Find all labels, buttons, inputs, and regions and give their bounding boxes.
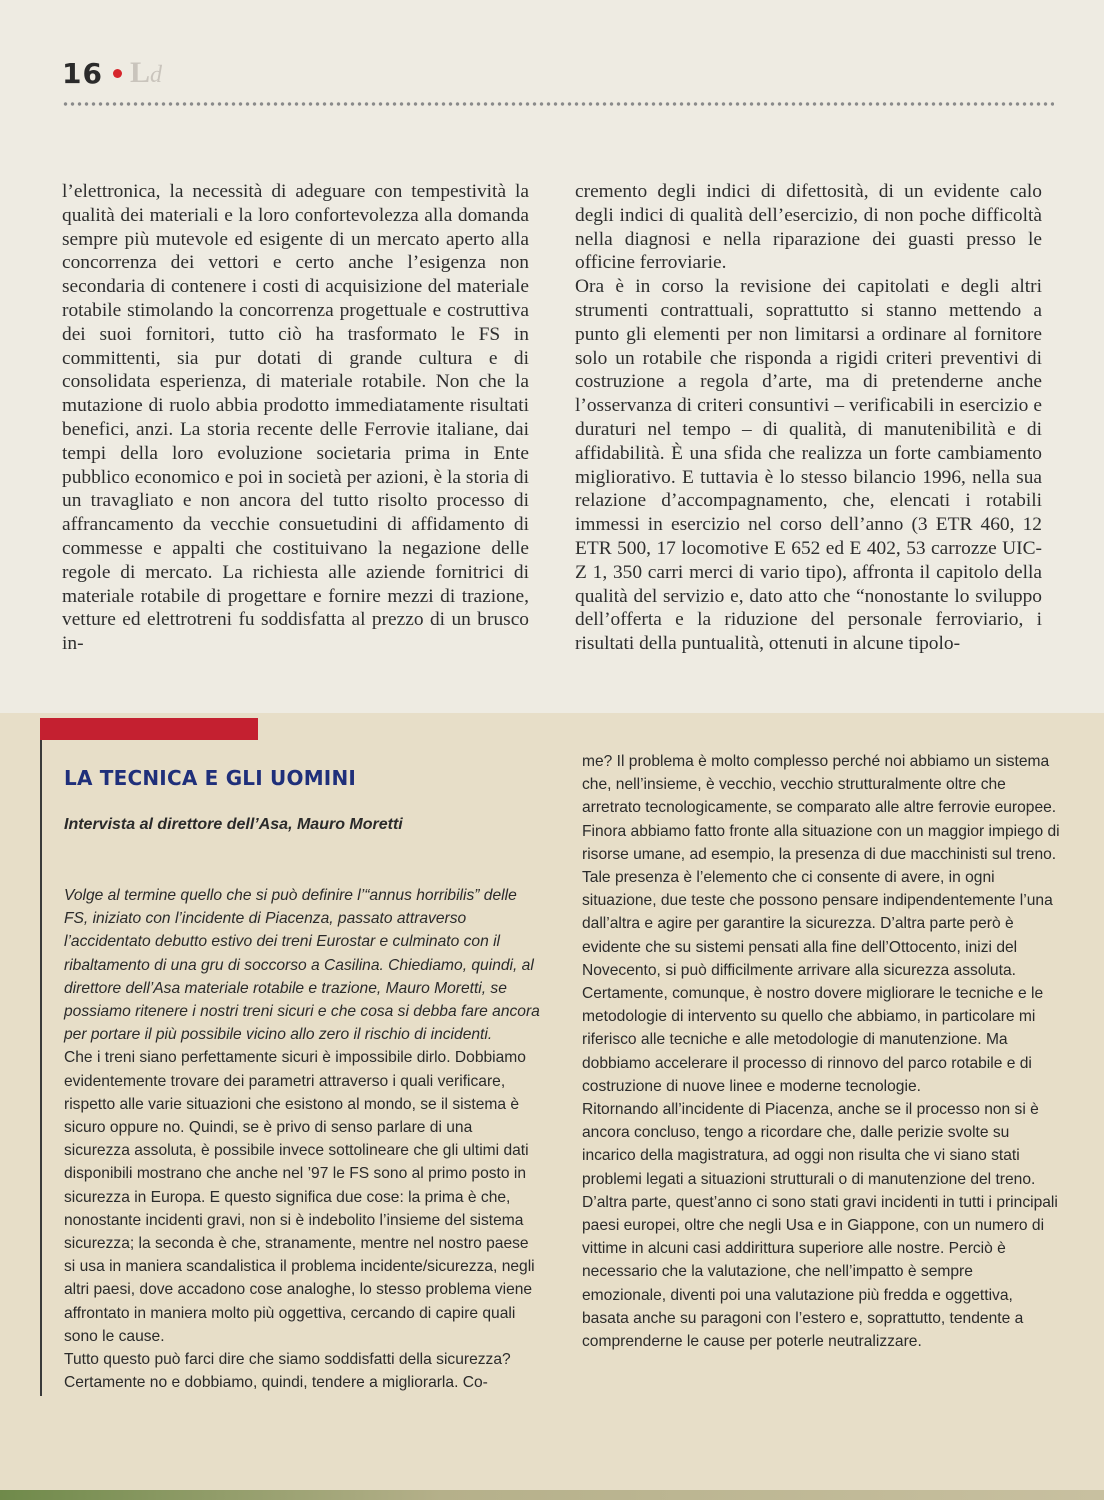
article-paragraph: l’elettronica, la necessità di adeguare con tempestività la qualità dei materiali e la loro confortevolezza alla domanda sempre più mutevole ed esigente di un mercato aperto alla concorrenza dei vettori e certo anche l’esigenza non secondaria di contenere i costi di acquisizione del materiale rotabile stimolando la concorrenza progettuale e costruttiva dei suoi fornitori, tutto ciò ha trasformato le FS in committenti, sia pur dotati di grande cultura e di consolidata esperienza, di materiale rotabile. Non che la mutazione di ruolo abbia prodotto immediatamente risultati benefici, anzi. La storia recente delle Ferrovie italiane, dai tempi della loro evoluzione societaria prima in Ente pubblico economico e poi in società per azioni, è la storia di un travagliato e non ancora del tutto risolto processo di affrancamento da vecchie consuetudini di affidamento di commesse e appalti che costituivano la negazione delle regole di mercato. La richiesta alle aziende fornitrici di materiale rotabile di progettare e fornire mezzi di trazione, vetture ed elettrotreni fu soddisfatta al prezzo di un brusco in- — [62, 181, 529, 655]
article-paragraph: Ora è in corso la revisione dei capitolati e degli altri strumenti contrattuali, soprattutto si stanno mettendo a punto gli elementi per non limitarsi a ordinare al fornitore solo un rotabile che risponda a rigidi criteri preventivi di costruzione a regola d’arte, ma di pretenderne anche l’osservanza di criteri consuntivi – verificabili in esercizio e duraturi nel tempo – di qualità, di manutenibilità e di affidabilità. È una sfida che realizza un forte cambiamento migliorativo. E tuttavia è lo stesso bilancio 1996, nella sua relazione d’accompagnamento, che, elencati i rotabili immessi in esercizio nel corso dell’anno (3 ETR 460, 12 ETR 500, 17 locomotive E 652 ed E 402, 53 carrozze UIC-Z 1, 350 carri merci di vario tipo), affronta il capitolo della qualità del servizio e, dato atto che “nonostante lo sviluppo dell’offerta e la riduzione del personale ferroviario, i risultati della puntualità, ottenuti in alcune tipolo- — [575, 276, 1042, 655]
interview-paragraph: Tutto questo può farci dire che siamo soddisfatti della sicurezza? Certamente no e dobbiamo, quindi, tendere a migliorarla. Co- — [64, 1351, 511, 1392]
interview-column-right — [582, 750, 1060, 1353]
article-column-right — [575, 180, 1042, 700]
page-header — [62, 52, 162, 94]
box-title: LA TECNICA E GLI UOMINI — [64, 766, 357, 790]
box-left-rule — [40, 720, 42, 1396]
magazine-logo: Ld — [129, 56, 162, 89]
dotted-divider — [62, 100, 1054, 108]
interview-column-left — [64, 884, 542, 1394]
page-number: 16 — [62, 56, 103, 90]
interview-paragraph: Ritornando all’incidente di Piacenza, anche se il processo non si è ancora concluso, tengo a ricordare che, dalle perizie svolte su incarico della magistratura, ad oggi non risulta che vi siano stati problemi legati a situazioni strutturali o di manutenzione del treno. D’altra parte, quest’anno ci sono stati gravi incidenti in tutti i principali paesi europei, oltre che negli Usa e in Giappone, con un numero di vittime in alcuni casi addirittura superiore alle nostre. Perciò è necessario che la valutazione, che nell’impatto è sempre emozionale, diventi poi una valutazione più fredda e oggettiva, basata anche su paragoni con l’estero e, soprattutto, tendente a comprenderne le cause per poterle neutralizzare. — [582, 1101, 1058, 1351]
box-accent-bar — [40, 718, 258, 740]
article-column-left — [62, 180, 529, 700]
interview-paragraph: Finora abbiamo fatto fronte alla situazione con un maggior impiego di risorse umane, ad esempio, la presenza di due macchinisti sul treno. Tale presenza è l’elemento che ci consente di avere, in ogni situazione, due teste che possono pensare indipendentemente l’una dall’altra e agire per garantire la sicurezza. D’altra parte però è evidente che su sistemi pensati alla fine dell’Ottocento, inizi del Novecento, si può difficilmente arrivare alla sicurezza assoluta. Certamente, comunque, è nostro dovere migliorare le tecniche e le metodologie di intervento su quello che abbiamo, in particolare mi riferisco alle tecniche e alle metodologie di manutenzione. Ma dobbiamo accelerare il processo di rinnovo del parco rotabile e di costruzione di nuove linee e moderne tecnologie. — [582, 822, 1060, 1095]
interview-paragraph: me? Il problema è molto complesso perché noi abbiamo un sistema che, nell’insieme, è vecchio, vecchio strutturalmente oltre che arretrato tecnologicamente, se comparato alle altre ferrovie europee. — [582, 753, 1057, 817]
box-subtitle: Intervista al direttore dell’Asa, Mauro Moretti — [64, 816, 403, 833]
red-bullet-icon — [113, 69, 122, 78]
bottom-edge-strip — [0, 1490, 1104, 1500]
article-paragraph: cremento degli indici di difettosità, di un evidente calo degli indici di qualità dell’esercizio, di non poche difficoltà nella diagnosi e nella riparazione dei guasti presso le officine ferroviarie. — [575, 181, 1042, 274]
article-body — [62, 180, 1042, 700]
interview-paragraph: Che i treni siano perfettamente sicuri è impossibile dirlo. Dobbiamo evidentemente trovare dei parametri attraverso i quali verificare, rispetto alle varie situazioni che esistono al mondo, se il sistema è sicuro oppure no. Quindi, se è privo di senso parlare di una sicurezza assoluta, è possibile invece sottolineare che gli ultimi dati disponibili mostrano che anche nel ’97 le FS sono al primo posto in sicurezza in Europa. E questo significa due cose: la prima è che, nonostante incidenti gravi, non si è indebolito l’insieme del sistema sicurezza; la seconda è che, stranamente, mentre nel nostro paese si usa in maniera scandalistica il problema incidente/sicurezza, negli altri paesi, dove accadono cose analoghe, lo stesso problema viene affrontato in maniera molto più oggettiva, cercando di capire quali sono le cause. — [64, 1049, 535, 1345]
interview-intro: Volge al termine quello che si può definire l’“annus horribilis” delle FS, iniziato con l’incidente di Piacenza, passato attraverso l’accidentato debutto estivo dei treni Eurostar e culminato con il ribaltamento di una gru di soccorso a Casilina. Chiediamo, quindi, al direttore dell’Asa materiale rotabile e trazione, Mauro Moretti, se possiamo ritenere i nostri treni sicuri e che cosa si debba fare ancora per portare il più possibile vicino allo zero il rischio di incidenti. — [64, 887, 540, 1044]
